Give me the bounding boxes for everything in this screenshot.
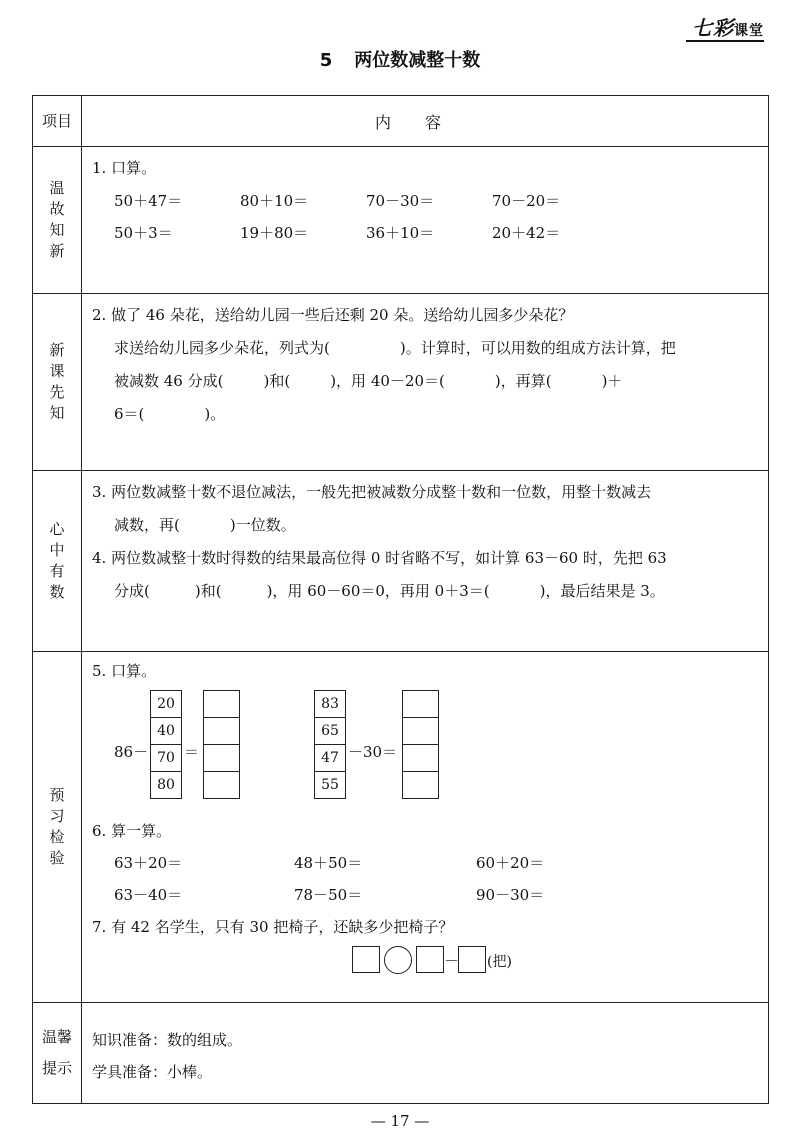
stack-cell: 20 [151, 691, 181, 718]
tips-line1: 知识准备：数的组成。 [92, 1031, 243, 1049]
q1-item: 70－20＝ [492, 192, 561, 210]
section-label: 心中有数 [33, 471, 82, 652]
mind-content [82, 471, 769, 652]
q6-title: 6. 算一算。 [92, 822, 172, 840]
q6-item: 60＋20＝ [476, 854, 545, 872]
q6-item: 48＋50＝ [294, 854, 363, 872]
q1-item: 36＋10＝ [366, 224, 435, 242]
q2-line2: 求送给幼儿园多少朵花，列式为( )。计算时，可以用数的组成方法计算，把 [114, 339, 676, 357]
q2-line4: 6＝( )。 [114, 405, 226, 423]
warmup-content [82, 147, 769, 294]
q5-right-answer-stack[interactable] [402, 690, 439, 799]
q4-line2: 分成( )和( )，用 60－60＝0，再用 0＋3＝( )，最后结果是 3。 [114, 582, 665, 600]
q5-title: 5. 口算。 [92, 662, 157, 680]
q7-answer-box[interactable] [352, 946, 380, 973]
lesson-number: 5 [319, 50, 333, 71]
q3-line2: 减数，再( )一位数。 [114, 516, 296, 534]
tips-line2: 学具准备：小棒。 [92, 1063, 213, 1081]
tips-content [82, 1003, 769, 1104]
worksheet-table [32, 95, 769, 1104]
stack-cell: 80 [157, 777, 175, 793]
section-warmup [33, 147, 769, 294]
q7-answer-box[interactable] [458, 946, 486, 973]
q2-line3: 被减数 46 分成( )和( )，用 40－20＝( )，再算( )＋ [114, 372, 623, 390]
stack-cell: 40 [151, 718, 181, 745]
q7-title: 7. 有 42 名学生，只有 30 把椅子，还缺多少把椅子？ [92, 918, 454, 936]
q3-line1: 3. 两位数减整十数不退位减法，一般先把被减数分成整十数和一位数，用整十数减去 [92, 483, 652, 501]
q7-minus: － [444, 952, 460, 970]
stack-cell: 47 [315, 745, 345, 772]
page-title [0, 46, 800, 72]
section-preview [33, 652, 769, 1003]
tips-label-2: 提示 [41, 1059, 72, 1077]
q7-answer-box[interactable] [416, 946, 444, 973]
header-item: 项目 [33, 96, 82, 147]
q1-item: 50＋3＝ [114, 224, 173, 242]
q7-unit: (把) [487, 954, 512, 970]
q5-right-stack [314, 690, 346, 799]
brand-underline [686, 40, 764, 42]
section-label: 新课先知 [33, 294, 82, 471]
q2-line1: 2. 做了 46 朵花，送给幼儿园一些后还剩 20 朵。送给幼儿园多少朵花？ [92, 306, 574, 324]
section-tips [33, 1003, 769, 1104]
section-mind [33, 471, 769, 652]
q5-left-answer-stack[interactable] [203, 690, 240, 799]
q6-item: 63＋20＝ [114, 854, 183, 872]
header-row [33, 96, 769, 147]
q1-item: 50＋47＝ [114, 192, 183, 210]
q5-left-stack [150, 690, 182, 799]
stack-cell: 70 [151, 745, 181, 772]
stack-cell: 55 [321, 777, 339, 793]
q5-left-equals: ＝ [184, 743, 200, 761]
header-content: 内容 [82, 96, 769, 147]
newlesson-content [82, 294, 769, 471]
q1-item: 19＋80＝ [240, 224, 309, 242]
section-newlesson [33, 294, 769, 471]
q1-item: 80＋10＝ [240, 192, 309, 210]
q1-title: 1. 口算。 [92, 159, 157, 177]
q1-item: 20＋42＝ [492, 224, 561, 242]
brand-main: 七彩 [692, 16, 734, 40]
lesson-title: 两位数减整十数 [354, 50, 481, 71]
stack-cell: 65 [315, 718, 345, 745]
stack-cell: 83 [315, 691, 345, 718]
q6-item: 63－40＝ [114, 886, 183, 904]
brand-sub: 课堂 [734, 23, 764, 39]
q6-item: 78－50＝ [294, 886, 363, 904]
tips-label-1: 温馨 [41, 1028, 72, 1046]
section-label [33, 1003, 82, 1104]
preview-content [82, 652, 769, 1003]
q5-right-subtrahend: －30＝ [348, 743, 398, 761]
q6-item: 90－30＝ [476, 886, 545, 904]
page-number: — 17 — [370, 1112, 430, 1130]
section-label: 预习检验 [33, 652, 82, 1003]
section-label: 温故知新 [33, 147, 82, 294]
q5-left-minuend: 86－ [114, 743, 149, 761]
q4-line1: 4. 两位数减整十数时得数的结果最高位得 0 时省略不写，如计算 63－60 时，先把 63 [92, 549, 667, 567]
brand-logo [692, 12, 764, 41]
q7-operator-circle[interactable] [384, 946, 412, 974]
q1-item: 70－30＝ [366, 192, 435, 210]
